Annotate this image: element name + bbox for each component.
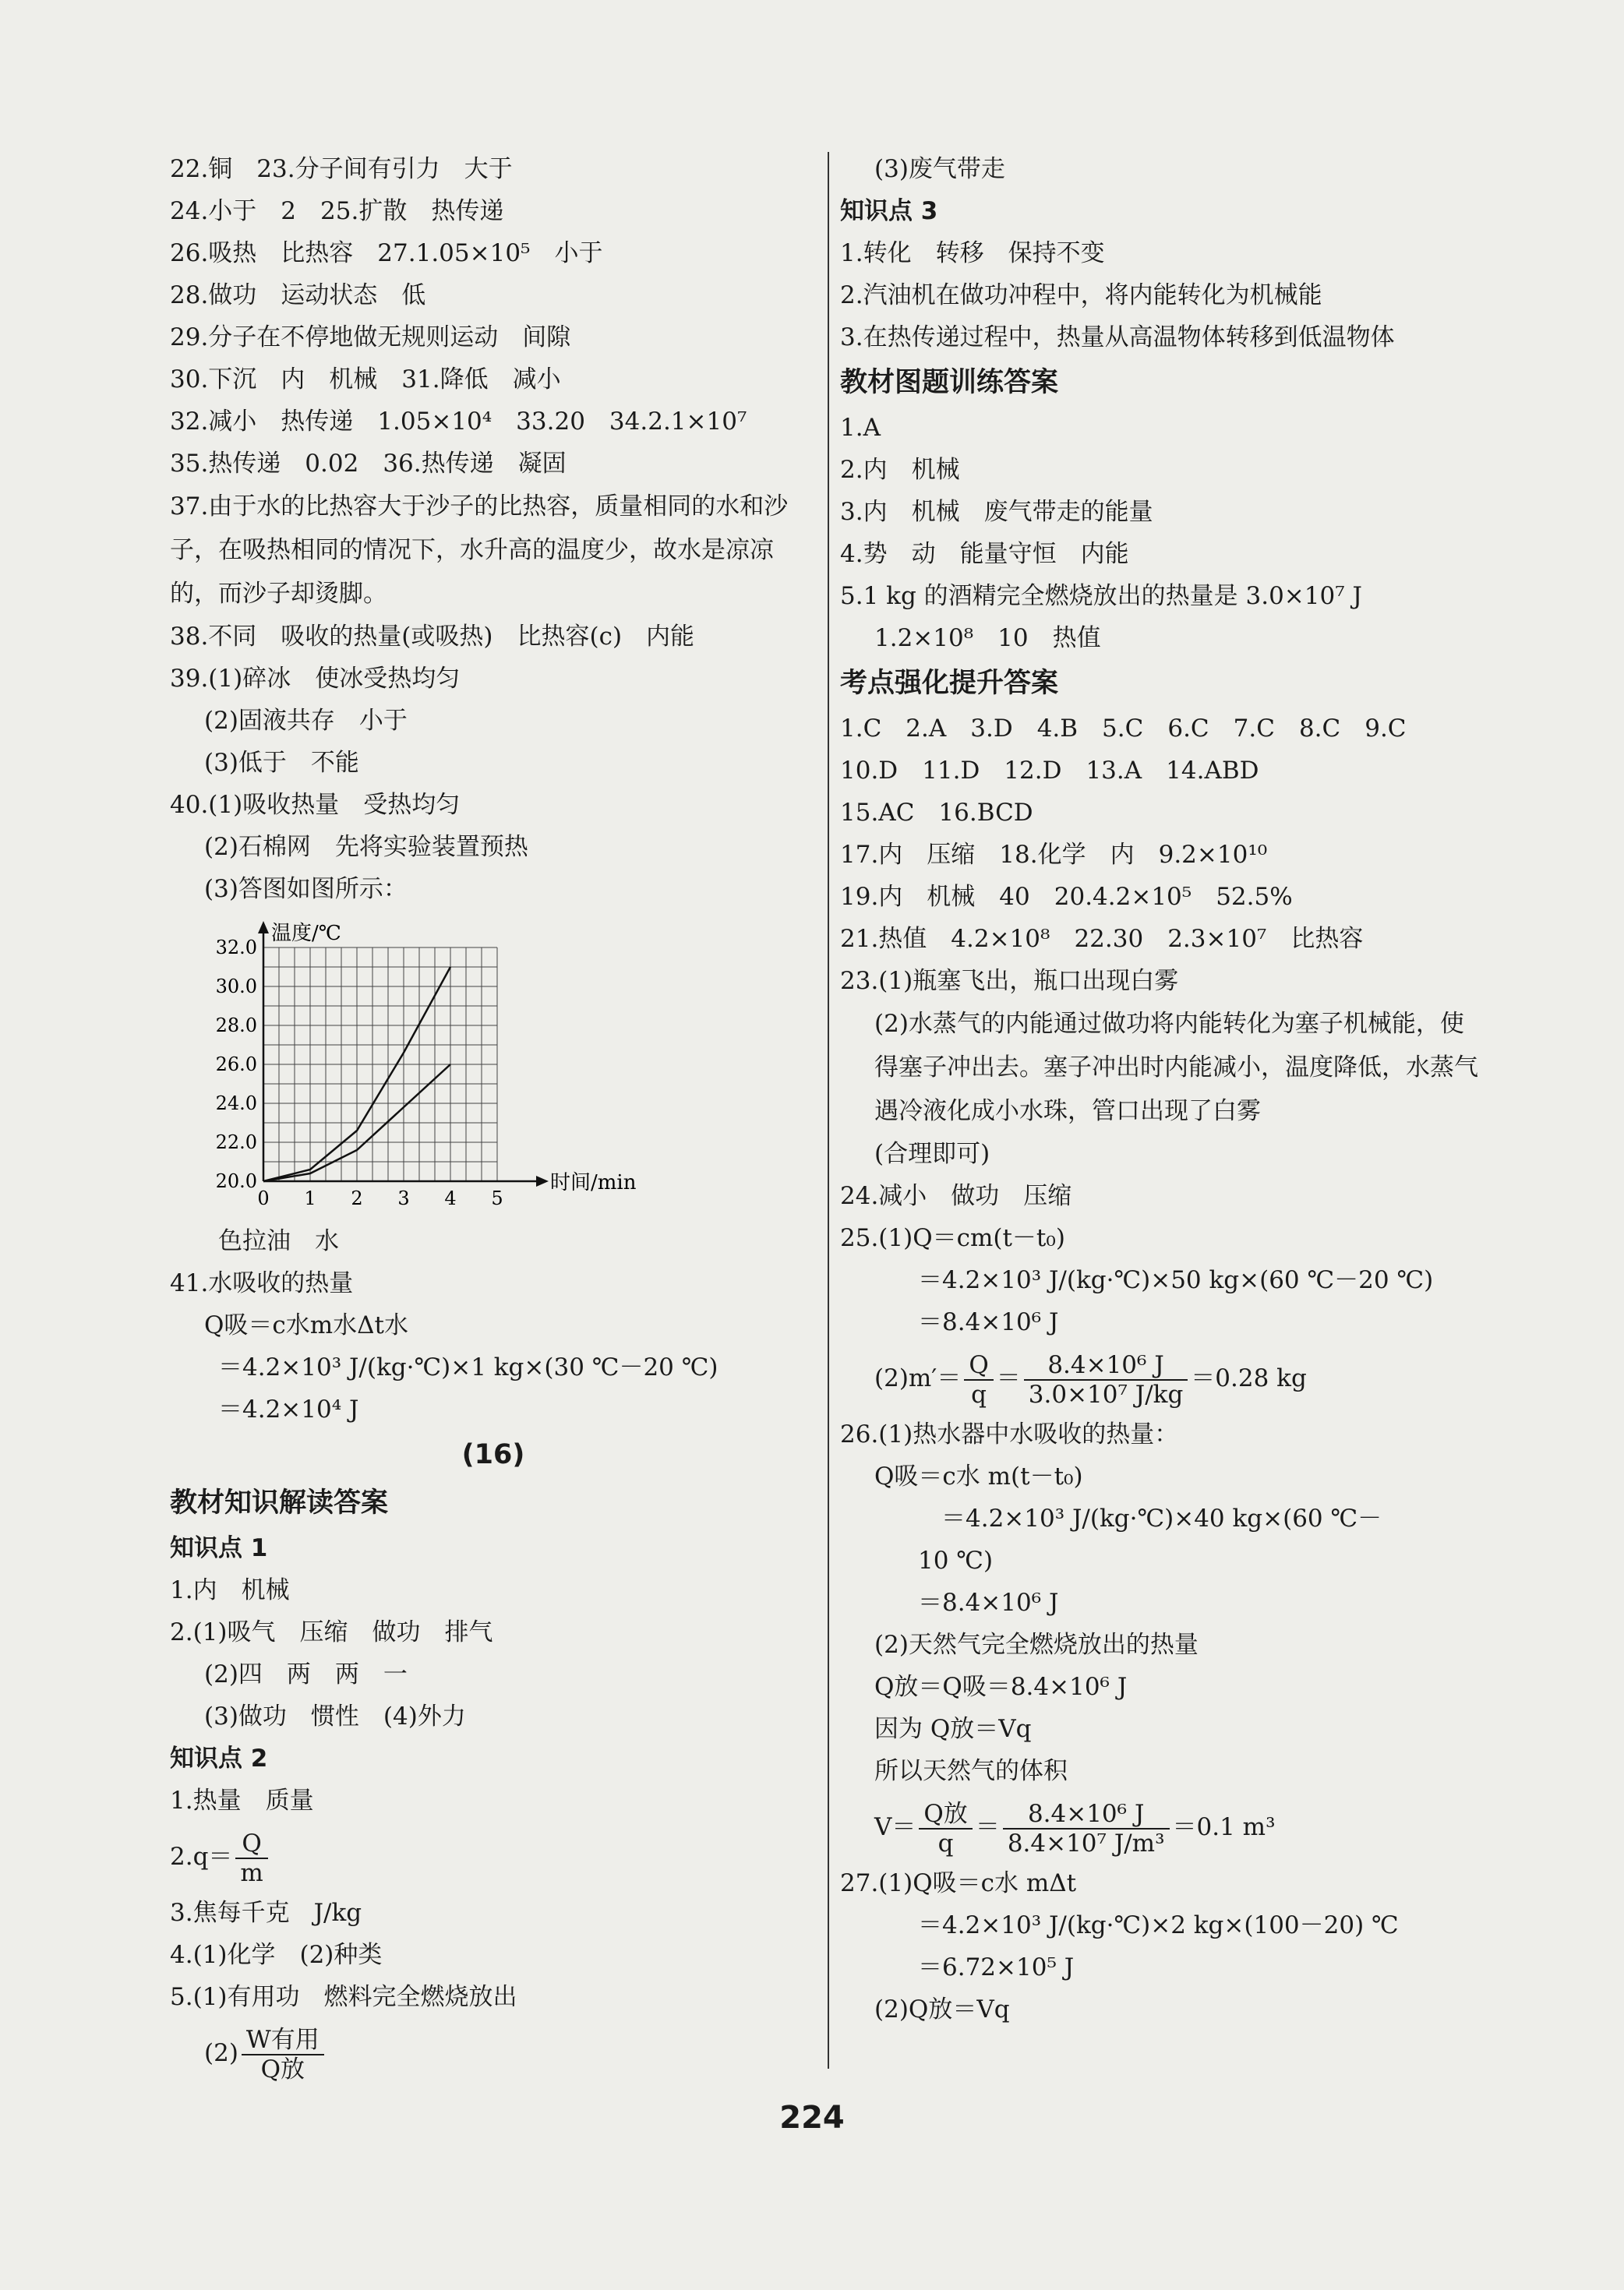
answer-line: 15.AC 16.BCD	[840, 799, 1033, 827]
y-tick-label: 28.0	[215, 1014, 257, 1036]
answer-line: 2.汽油机在做功冲程中，将内能转化为机械能	[840, 281, 1322, 309]
answer-line: 27.(1)Q吸＝c水 mΔt	[840, 1869, 1077, 1897]
knowledge-point-label: 知识点 1	[170, 1534, 268, 1562]
answer-line: (2)天然气完全燃烧放出的热量	[874, 1631, 1199, 1659]
answer-line: 39.(1)碎冰 使冰受热均匀	[170, 665, 461, 693]
answer-line: 24.小于 2 25.扩散 热传递	[170, 197, 504, 225]
formula-prefix: 2.q＝	[170, 1843, 233, 1871]
answer-line: (3)答图如图所示：	[204, 875, 408, 903]
left-column	[170, 148, 817, 2088]
answer-line: 5.1 kg 的酒精完全燃烧放出的热量是 3.0×10⁷ J	[840, 582, 1362, 610]
answer-line: 35.热传递 0.02 36.热传递 凝固	[170, 450, 567, 478]
fraction	[242, 2026, 324, 2084]
answer-line: 29.分子在不停地做无规则运动 间隙	[170, 323, 571, 351]
answer-line: (2)固液共存 小于	[204, 707, 408, 735]
formula-line: ＝4.2×10³ J/(kg·℃)×2 kg×(100－20) ℃	[918, 1911, 1399, 1939]
answer-line: 10.D 11.D 12.D 13.A 14.ABD	[840, 757, 1259, 785]
answer-line: 1.内 机械	[170, 1576, 290, 1604]
x-axis-arrow	[536, 1176, 549, 1187]
x-tick-label: 3	[397, 1187, 410, 1209]
section-number: (16)	[461, 1439, 525, 1470]
answer-line: 32.减小 热传递 1.05×10⁴ 33.20 34.2.1×10⁷	[170, 408, 747, 436]
formula-line: 因为 Q放＝Vq	[874, 1715, 1032, 1743]
answer-line: 1.2×10⁸ 10 热值	[874, 624, 1101, 652]
y-tick-label: 20.0	[215, 1170, 257, 1192]
formula-line: ＝6.72×10⁵ J	[918, 1953, 1075, 1981]
formula-line: Q放＝Q吸＝8.4×10⁶ J	[874, 1673, 1128, 1701]
answer-line: (2)石棉网 先将实验装置预热	[204, 833, 528, 861]
x-tick-label: 2	[351, 1187, 363, 1209]
formula-line: V＝ $\frac{\text{Q放}}{q}$ ＝ $\frac{\text{8.4×10⁶ J}}{\text{8.4×10⁷ J/m³}}$ ＝0.1 m³	[874, 1799, 1276, 1858]
answer-line: 1.A	[840, 414, 881, 442]
fraction-numerator: Q	[964, 1351, 993, 1381]
knowledge-point-label: 知识点 2	[170, 1745, 268, 1773]
formula-line: Q吸＝c水m水Δt水	[204, 1311, 409, 1339]
answer-line: 23.(1)瓶塞飞出，瓶口出现白雾	[840, 967, 1179, 995]
answer-line: 1.热量 质量	[170, 1787, 314, 1815]
fraction-numerator: 8.4×10⁶ J	[1003, 1800, 1170, 1830]
formula-prefix: (2)m′＝	[874, 1364, 962, 1392]
fraction-numerator: Q	[235, 1830, 267, 1859]
answer-line: 40.(1)吸收热量 受热均匀	[170, 791, 461, 819]
answer-line: 28.做功 运动状态 低	[170, 281, 426, 309]
column-divider	[828, 152, 829, 2069]
answer-line: 所以天然气的体积	[874, 1757, 1068, 1785]
formula-line: ＝4.2×10³ J/(kg·℃)×50 kg×(60 ℃－20 ℃)	[918, 1266, 1434, 1294]
x-tick-label: 1	[304, 1187, 316, 1209]
fraction-numerator: W有用	[242, 2026, 324, 2055]
section-heading: 教材知识解读答案	[170, 1487, 389, 1519]
answer-line: (合理即可)	[874, 1140, 990, 1168]
fraction	[1003, 1800, 1170, 1858]
fraction	[964, 1351, 993, 1409]
answer-line: 25.(1)Q＝cm(t－t₀)	[840, 1224, 1065, 1252]
x-tick-label: 4	[444, 1187, 457, 1209]
y-tick-label: 24.0	[215, 1092, 257, 1114]
x-tick-label: 5	[491, 1187, 503, 1209]
fraction-numerator: 8.4×10⁶ J	[1024, 1351, 1188, 1381]
answer-line: (3)做功 惯性 (4)外力	[204, 1703, 466, 1731]
y-tick-label: 30.0	[215, 976, 257, 997]
fraction-numerator: Q放	[919, 1800, 972, 1830]
fraction	[235, 1830, 267, 1887]
answer-line: 1.转化 转移 保持不变	[840, 239, 1105, 267]
answer-line: 26.吸热 比热容 27.1.05×10⁵ 小于	[170, 239, 603, 267]
formula-line: (2)m′＝ $\frac{Q}{q}$ ＝ $\frac{\text{8.4×10⁶ J}}{\text{3.0×10⁷ J/kg}}$ ＝0.28 kg	[874, 1350, 1307, 1409]
fraction-denominator: m	[240, 1858, 263, 1887]
answer-line: 24.减小 做功 压缩	[840, 1182, 1072, 1210]
page-number: 224	[779, 2100, 845, 2136]
knowledge-point-label: 知识点 3	[840, 197, 938, 225]
formula-line: ＝4.2×10⁴ J	[218, 1396, 359, 1424]
answer-line: 26.(1)热水器中水吸收的热量：	[840, 1420, 1179, 1448]
answer-line: 21.热值 4.2×10⁸ 22.30 2.3×10⁷ 比热容	[840, 925, 1364, 953]
section-heading: 教材图题训练答案	[840, 367, 1059, 398]
fraction	[1024, 1351, 1188, 1409]
formula-line: Q吸＝c水 m(t－t₀)	[874, 1463, 1083, 1491]
chart-legend-text: 色拉油 水	[218, 1227, 339, 1255]
formula-prefix: (2)	[204, 2039, 238, 2067]
answer-line: 2.内 机械	[840, 456, 960, 484]
formula-prefix: V＝	[874, 1813, 916, 1841]
formula-line: (2)Q放＝Vq	[874, 1995, 1010, 2024]
answer-line: 17.内 压缩 18.化学 内 9.2×10¹⁰	[840, 841, 1268, 869]
x-tick-label: 0	[257, 1187, 270, 1209]
fraction-denominator: 8.4×10⁷ J/m³	[1007, 1829, 1165, 1858]
formula-line	[170, 2018, 817, 2088]
answer-line: 30.下沉 内 机械 31.降低 减小	[170, 365, 561, 393]
answer-line: 2.(1)吸气 压缩 做功 排气	[170, 1618, 493, 1646]
formula-line	[170, 1822, 817, 1892]
y-tick-label: 22.0	[215, 1131, 257, 1153]
answer-line: 19.内 机械 40 20.4.2×10⁵ 52.5%	[840, 883, 1293, 911]
formula-result: ＝0.28 kg	[1191, 1364, 1307, 1392]
answer-line: 41.水吸收的热量	[170, 1269, 354, 1297]
chart-ticks	[216, 937, 503, 1209]
y-tick-label: 32.0	[215, 937, 257, 958]
formula-line: 10 ℃)	[918, 1547, 994, 1575]
answer-line: 5.(1)有用功 燃料完全燃烧放出	[170, 1983, 517, 2011]
answer-line: 38.不同 吸收的热量(或吸热) 比热容(c) 内能	[170, 623, 695, 651]
answer-line: (2)四 两 两 一	[204, 1660, 408, 1688]
answer-line: 3.在热传递过程中，热量从高温物体转移到低温物体	[840, 323, 1395, 351]
formula-line: ＝4.2×10³ J/(kg·℃)×1 kg×(30 ℃－20 ℃)	[218, 1353, 718, 1381]
answer-line: (3)低于 不能	[204, 749, 359, 777]
fraction	[919, 1800, 972, 1858]
formula-line: ＝8.4×10⁶ J	[918, 1589, 1059, 1617]
chart-x-axis-label: 时间/min	[550, 1171, 637, 1194]
fraction-denominator: q	[937, 1829, 954, 1858]
formula-result: ＝0.1 m³	[1172, 1813, 1276, 1841]
answer-paragraph: 37.由于水的比热容大于沙子的比热容，质量相同的水和沙子，在吸热相同的情况下，水升高的温度少，故水是凉凉的，而沙子却烫脚。	[170, 492, 789, 608]
answer-line: 4.势 动 能量守恒 内能	[840, 540, 1129, 568]
formula-line: ＝4.2×10³ J/(kg·℃)×40 kg×(60 ℃－	[941, 1505, 1382, 1533]
answer-paragraph: (2)水蒸气的内能通过做功将内能转化为塞子机械能，使得塞子冲出去。塞子冲出时内能减小，温度降低，水蒸气遇冷液化成小水珠，管口出现了白雾	[874, 1010, 1478, 1125]
answer-line: (3)废气带走	[874, 155, 1005, 183]
answer-line: 4.(1)化学 (2)种类	[170, 1941, 383, 1969]
section-heading: 考点强化提升答案	[840, 668, 1059, 699]
chart-y-axis-label: 温度/℃	[271, 922, 341, 945]
y-axis-arrow	[258, 921, 269, 933]
answer-line: 3.内 机械 废气带走的能量	[840, 498, 1153, 526]
fraction-denominator: q	[971, 1380, 987, 1409]
answer-line: 3.焦每千克 J/kg	[170, 1899, 362, 1927]
fraction-denominator: 3.0×10⁷ J/kg	[1028, 1380, 1184, 1409]
answer-line: 1.C 2.A 3.D 4.B 5.C 6.C 7.C 8.C 9.C	[840, 715, 1407, 743]
right-column	[840, 148, 1487, 2031]
formula-line: ＝8.4×10⁶ J	[918, 1308, 1059, 1336]
answer-line: 22.铜 23.分子间有引力 大于	[170, 155, 513, 183]
fraction-denominator: Q放	[260, 2055, 305, 2084]
temperature-time-chart	[185, 916, 637, 1220]
chart-grid	[263, 947, 497, 1181]
y-tick-label: 26.0	[215, 1053, 257, 1075]
